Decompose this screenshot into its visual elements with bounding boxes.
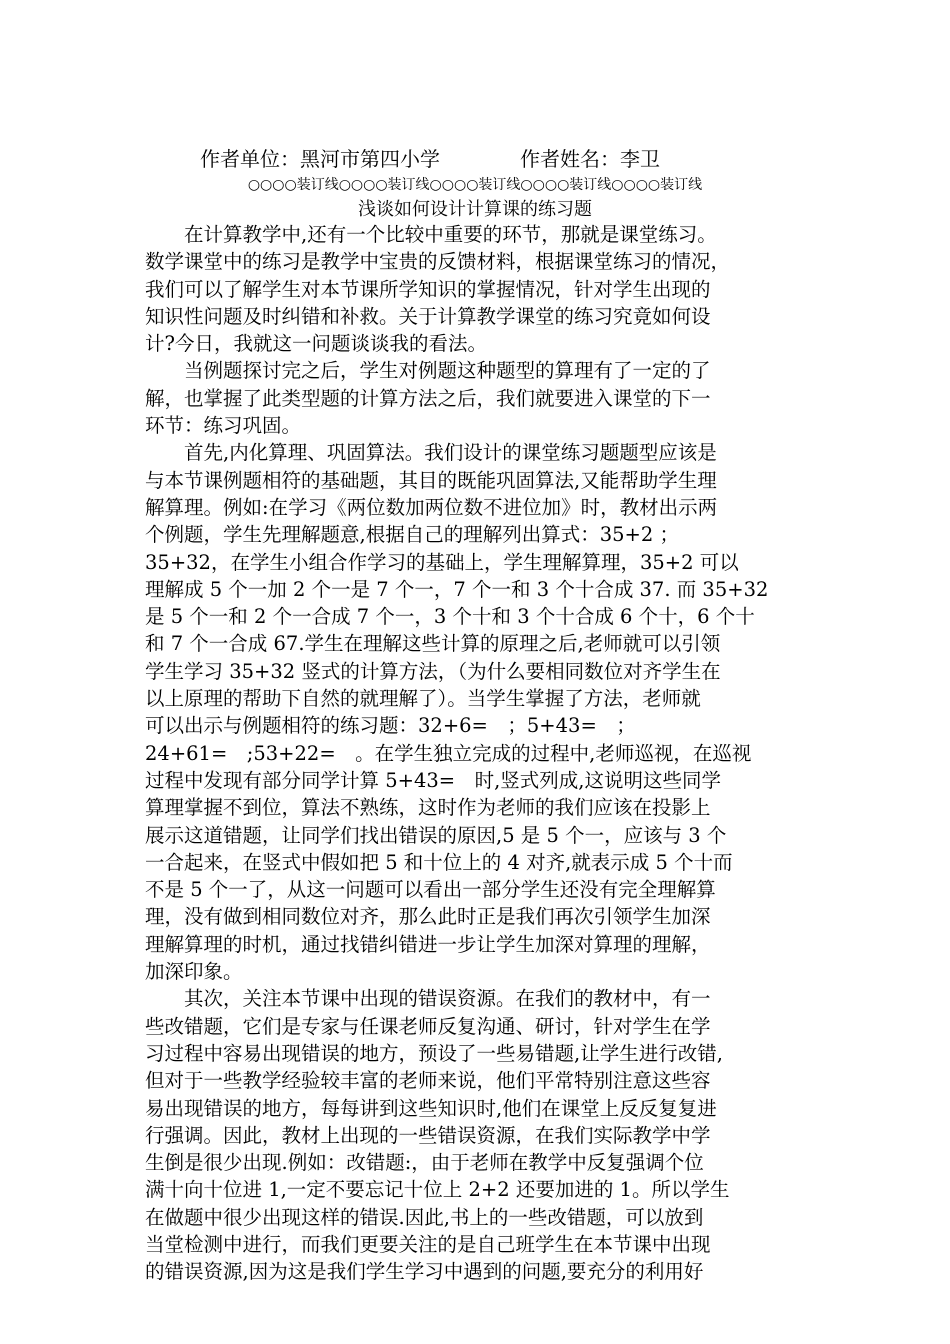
body-line: 理解算理的时机，通过找错纠错进一步让学生加深对算理的理解， bbox=[145, 932, 711, 956]
body-line: 易出现错误的地方，每每讲到这些知识时,他们在课堂上反反复复进 bbox=[145, 1096, 717, 1120]
body-line: 24+61= ;53+22= 。在学生独立完成的过程中,老师巡视，在巡视 bbox=[145, 741, 752, 765]
author-name: 作者姓名：李卫 bbox=[520, 147, 660, 171]
body-line: 学生学习 35+32 竖式的计算方法，（为什么要相同数位对齐学生在 bbox=[145, 659, 721, 683]
article-title: 浅谈如何设计计算课的练习题 bbox=[358, 199, 592, 220]
body-line: 数学课堂中的练习是教学中宝贵的反馈材料，根据课堂练习的情况， bbox=[145, 250, 731, 274]
body-line: 满十向十位进 1,一定不要忘记十位上 2+2 还要加进的 1。所以学生 bbox=[145, 1178, 730, 1202]
body-line: 展示这道错题，让同学们找出错误的原因,5 是 5 个一，应该与 3 个 bbox=[145, 823, 727, 847]
body-line: 与本节课例题相符的基础题，其目的既能巩固算法,又能帮助学生理 bbox=[145, 468, 717, 492]
body-line: 习过程中容易出现错误的地方，预设了一些易错题,让学生进行改错, bbox=[145, 1041, 723, 1065]
body-line: 环节：练习巩固。 bbox=[145, 414, 302, 438]
body-line: 算理掌握不到位，算法不熟练，这时作为老师的我们应该在投影上 bbox=[145, 796, 711, 820]
article-body bbox=[145, 221, 815, 1286]
author-unit: 作者单位：黑河市第四小学 bbox=[200, 147, 440, 171]
body-line: 在做题中很少出现这样的错误.因此,书上的一些改错题，可以放到 bbox=[145, 1205, 704, 1229]
binding-line: ○○○○装订线○○○○装订线○○○○装订线○○○○装订线○○○○装订线 bbox=[247, 177, 703, 193]
author-info bbox=[200, 146, 660, 172]
body-line: 当例题探讨完之后，学生对例题这种题型的算理有了一定的了 bbox=[145, 359, 711, 383]
body-line: 但对于一些教学经验较丰富的老师来说，他们平常特别注意这些容 bbox=[145, 1069, 711, 1093]
body-line: 行强调。因此，教材上出现的一些错误资源，在我们实际教学中学 bbox=[145, 1123, 711, 1147]
body-line: 我们可以了解学生对本节课所学知识的掌握情况，针对学生出现的 bbox=[145, 277, 711, 301]
body-line: 些改错题，它们是专家与任课老师反复沟通、研讨，针对学生在学 bbox=[145, 1014, 711, 1038]
body-line: 的错误资源,因为这是我们学生学习中遇到的问题,要充分的利用好 bbox=[145, 1260, 704, 1284]
body-line: 理解成 5 个一加 2 个一是 7 个一，7 个一和 3 个十合成 37. 而 35+32 bbox=[145, 577, 769, 601]
body-line: 35+32，在学生小组合作学习的基础上，学生理解算理，35+2 可以 bbox=[145, 550, 739, 574]
body-line: 个例题，学生先理解题意,根据自己的理解列出算式：35+2 ； bbox=[145, 523, 679, 547]
body-line: 解，也掌握了此类型题的计算方法之后，我们就要进入课堂的下一 bbox=[145, 386, 711, 410]
body-line: 计?今日，我就这一问题谈谈我的看法。 bbox=[145, 332, 487, 356]
body-line: 一合起来，在竖式中假如把 5 和十位上的 4 对齐,就表示成 5 个十而 bbox=[145, 850, 733, 874]
body-line: 在计算教学中,还有一个比较中重要的环节，那就是课堂练习。 bbox=[145, 223, 717, 246]
body-line: 是 5 个一和 2 个一合成 7 个一，3 个十和 3 个十合成 6 个十，6 个十 bbox=[145, 605, 755, 629]
body-line: 解算理。例如:在学习《两位数加两位数不进位加》时，教材出示两 bbox=[145, 495, 718, 519]
body-line: 理，没有做到相同数位对齐，那么此时正是我们再次引领学生加深 bbox=[145, 905, 711, 929]
body-line: 可以出示与例题相符的练习题：32+6= ；5+43= ； bbox=[145, 714, 636, 738]
body-line: 生倒是很少出现.例如：改错题:，由于老师在教学中反复强调个位 bbox=[145, 1151, 704, 1175]
body-line: 过程中发现有部分同学计算 5+43= 时,竖式列成,这说明这些同学 bbox=[145, 768, 721, 792]
body-line: 当堂检测中进行，而我们更要关注的是自己班学生在本节课中出现 bbox=[145, 1232, 711, 1256]
body-line: 其次，关注本节课中出现的错误资源。在我们的教材中，有一 bbox=[145, 987, 711, 1011]
body-line: 不是 5 个一了，从这一问题可以看出一部分学生还没有完全理解算 bbox=[145, 878, 716, 902]
body-line: 首先,内化算理、巩固算法。我们设计的课堂练习题题型应该是 bbox=[145, 441, 717, 465]
body-line: 知识性问题及时纠错和补救。关于计算教学课堂的练习究竟如何设 bbox=[145, 304, 711, 328]
body-line: 和 7 个一合成 67.学生在理解这些计算的原理之后,老师就可以引领 bbox=[145, 632, 721, 656]
body-line: 加深印象。 bbox=[145, 960, 243, 984]
body-line: 以上原理的帮助下自然的就理解了）。当学生掌握了方法，老师就 bbox=[145, 687, 701, 711]
